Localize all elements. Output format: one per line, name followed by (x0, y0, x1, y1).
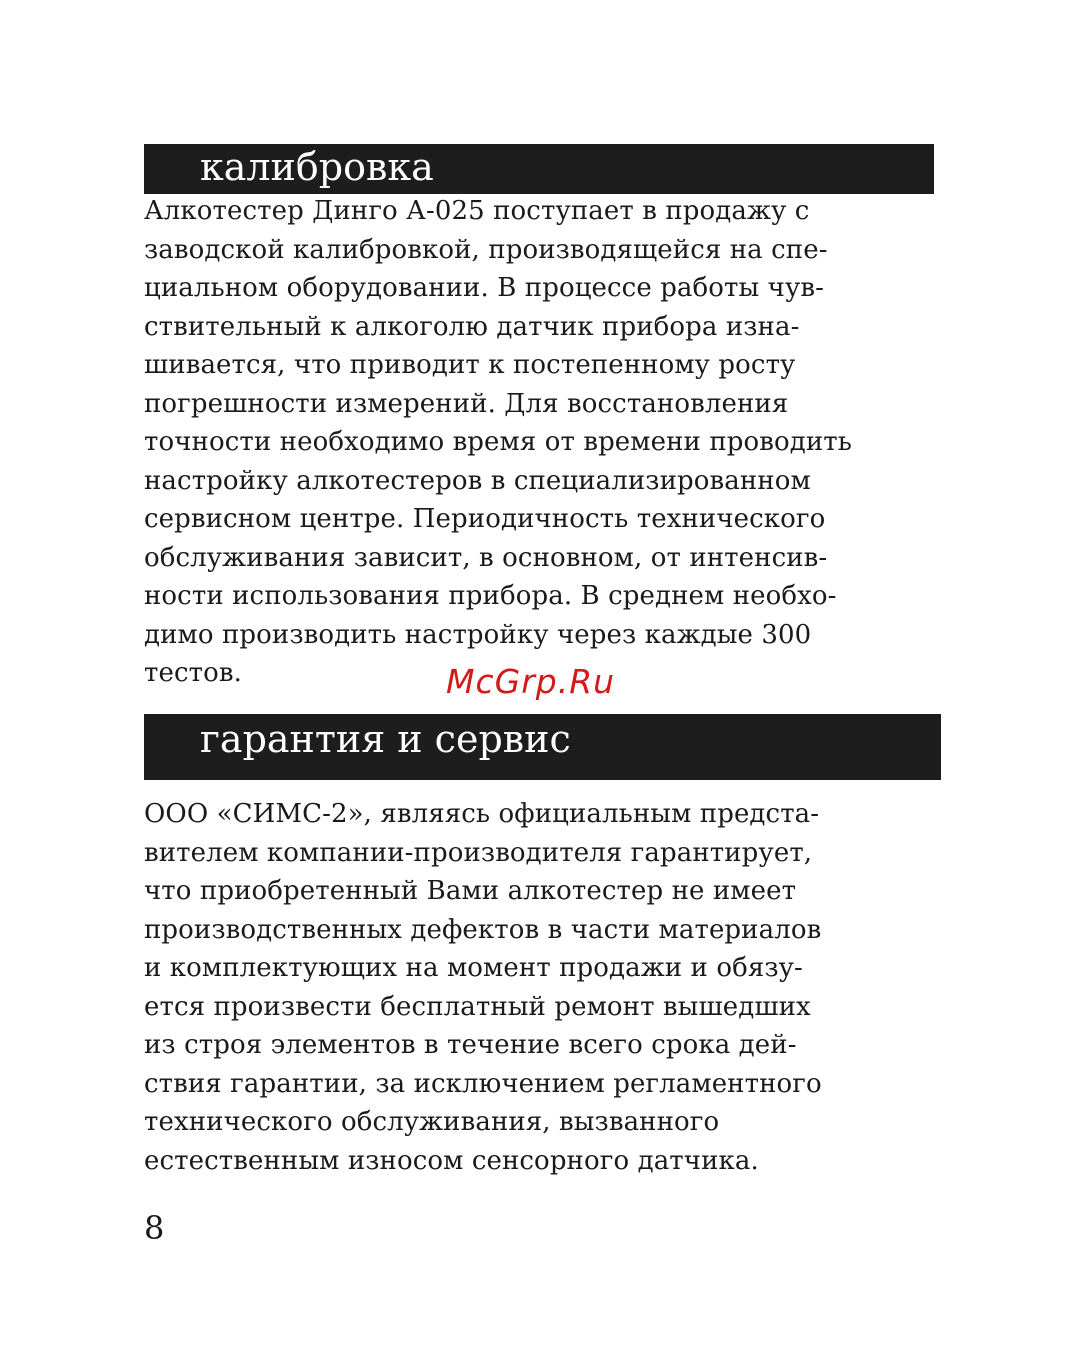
calibration-line: шивается, что приводит к постепенному росту (144, 350, 796, 380)
calibration-line: точности необходимо время от времени проводить (144, 427, 853, 457)
calibration-line: циальном оборудовании. В процессе работы чув- (144, 273, 824, 303)
warranty-line: естественным износом сенсорного датчика. (144, 1145, 759, 1176)
section-heading-warranty-text: гарантия и сервис (200, 717, 571, 761)
warranty-line: ется произвести бесплатный ремонт вышедших (144, 991, 811, 1022)
warranty-paragraph (144, 795, 822, 1180)
calibration-paragraph (144, 192, 852, 693)
calibration-line: ности использования прибора. В среднем необхо- (144, 581, 837, 611)
page-number: 8 (144, 1209, 165, 1247)
warranty-line: производственных дефектов в части материалов (144, 914, 822, 945)
calibration-line: тестов. (144, 658, 242, 688)
calibration-line: настройку алкотестеров в специализированном (144, 465, 811, 496)
calibration-line: погрешности измерений. Для восстановления (144, 388, 789, 419)
warranty-line: ствия гарантии, за исключением регламентного (144, 1068, 822, 1099)
calibration-line: Алкотестер Динго А-025 поступает в продажу с (144, 196, 810, 226)
calibration-line: обслуживания зависит, в основном, от интенсив- (144, 542, 828, 573)
warranty-line: и комплектующих на момент продажи и обязу- (144, 953, 803, 983)
calibration-line: димо производить настройку через каждые 300 (144, 619, 812, 650)
calibration-line: заводской калибровкой, производящейся на спе- (144, 234, 828, 265)
warranty-line: что приобретенный Вами алкотестер не имеет (144, 876, 797, 906)
warranty-line: ООО «СИМС-2», являясь официальным предста- (144, 799, 820, 829)
section-heading-calibration-text: калибровка (200, 145, 434, 189)
calibration-line: ствительный к алкоголю датчик прибора изна- (144, 311, 800, 342)
watermark-text: McGrp.Ru (446, 662, 616, 701)
calibration-line: сервисном центре. Периодичность технического (144, 504, 826, 534)
section-heading-calibration (144, 144, 934, 194)
warranty-line: технического обслуживания, вызванного (144, 1107, 720, 1137)
warranty-line: вителем компании-производителя гарантирует, (144, 837, 813, 868)
warranty-line: из строя элементов в течение всего срока дей- (144, 1030, 797, 1060)
section-heading-warranty (144, 714, 941, 780)
